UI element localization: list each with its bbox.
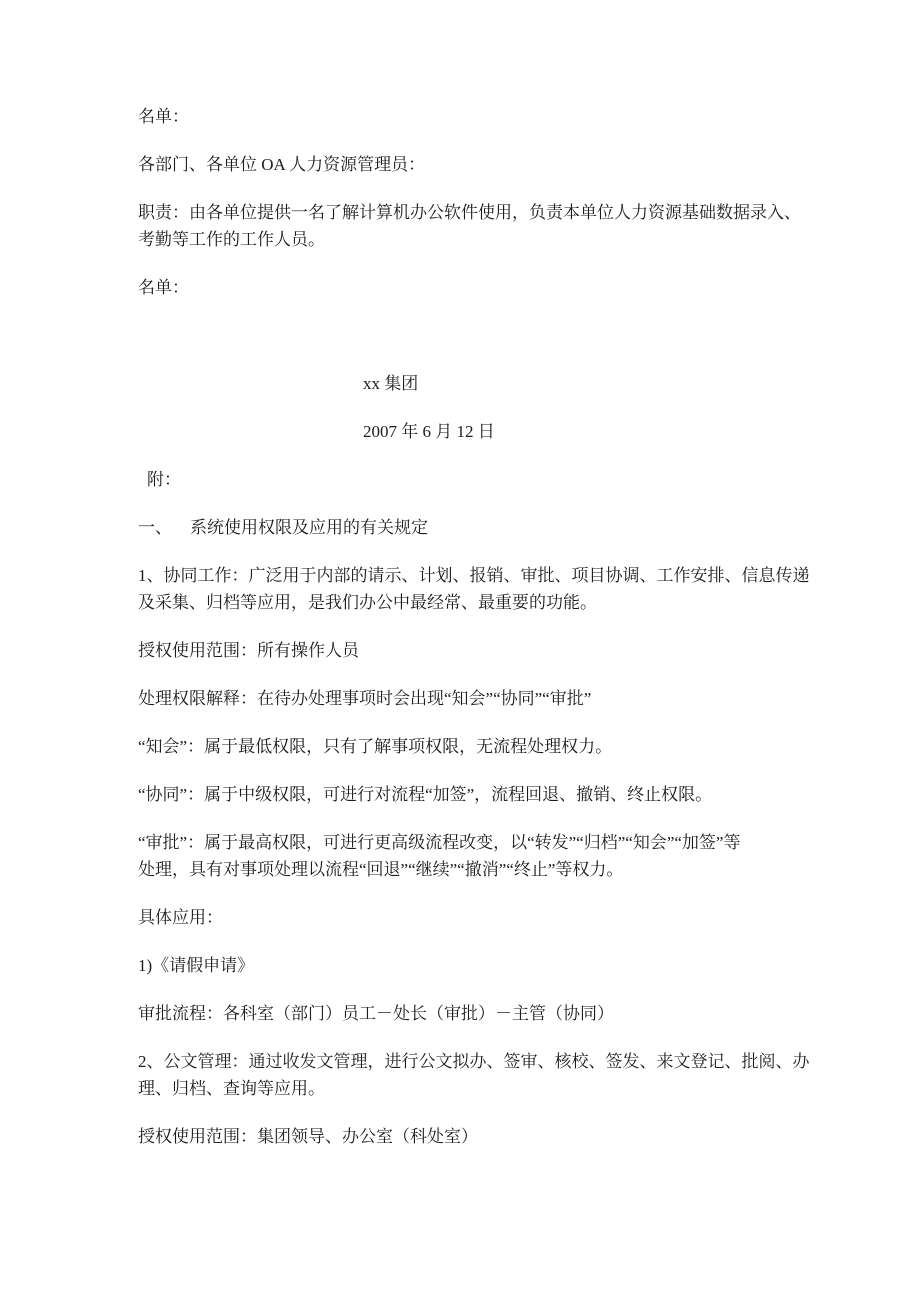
approval-flow-line: 审批流程：各科室（部门）员工－处长（审批）－主管（协同）	[138, 1004, 614, 1023]
heading-title: 系统使用权限及应用的有关规定	[190, 518, 428, 537]
specific-applications-label: 具体应用：	[138, 908, 223, 927]
shenpi-definition: “审批”：属于最高权限，可进行更高级流程改变，以“转发”“归档”“知会”“加签”等 处理，具有对事项处理以流程“回退”“继续”“撤消”“终止”等权力。	[138, 833, 741, 879]
section-heading	[138, 514, 816, 541]
duty-paragraph: 职责：由各单位提供一名了解计算机办公软件使用，负责本单位人力资源基础数据录入、 考勤等工作的工作人员。	[138, 203, 801, 249]
document-management-paragraph: 2、公文管理：通过收发文管理，进行公文拟办、签审、核校、签发、来文登记、批阅、办 理、归档、查询等应用。	[138, 1052, 810, 1098]
company-signature: xx 集团	[363, 374, 419, 393]
attachment-label: 附：	[147, 470, 181, 489]
zhihui-definition: “知会”：属于最低权限，只有了解事项权限，无流程处理权力。	[138, 737, 613, 756]
recipients-line: 各部门、各单位 OA 人力资源管理员：	[138, 155, 426, 174]
collaboration-paragraph: 1、协同工作：广泛用于内部的请示、计划、报销、审批、项目协调、工作安排、信息传递 及采集、归档等应用，是我们办公中最经常、最重要的功能。	[138, 566, 810, 612]
name-list-label: 名单：	[138, 107, 189, 126]
authorized-scope-line: 授权使用范围：所有操作人员	[138, 641, 359, 660]
blank-line	[138, 322, 816, 349]
xietong-definition: “协同”：属于中级权限，可进行对流程“加签”，流程回退、撤销、终止权限。	[138, 785, 713, 804]
authorized-scope-line-2: 授权使用范围：集团领导、办公室（科处室）	[138, 1127, 478, 1146]
name-list-label-2: 名单：	[138, 278, 189, 297]
signature-date: 2007 年 6 月 12 日	[363, 422, 495, 441]
leave-request-item: 1)《请假申请》	[138, 956, 255, 975]
permission-explain-line: 处理权限解释：在待办处理事项时会出现“知会”“协同”“审批”	[138, 689, 592, 708]
heading-marker: 一、	[138, 518, 172, 537]
